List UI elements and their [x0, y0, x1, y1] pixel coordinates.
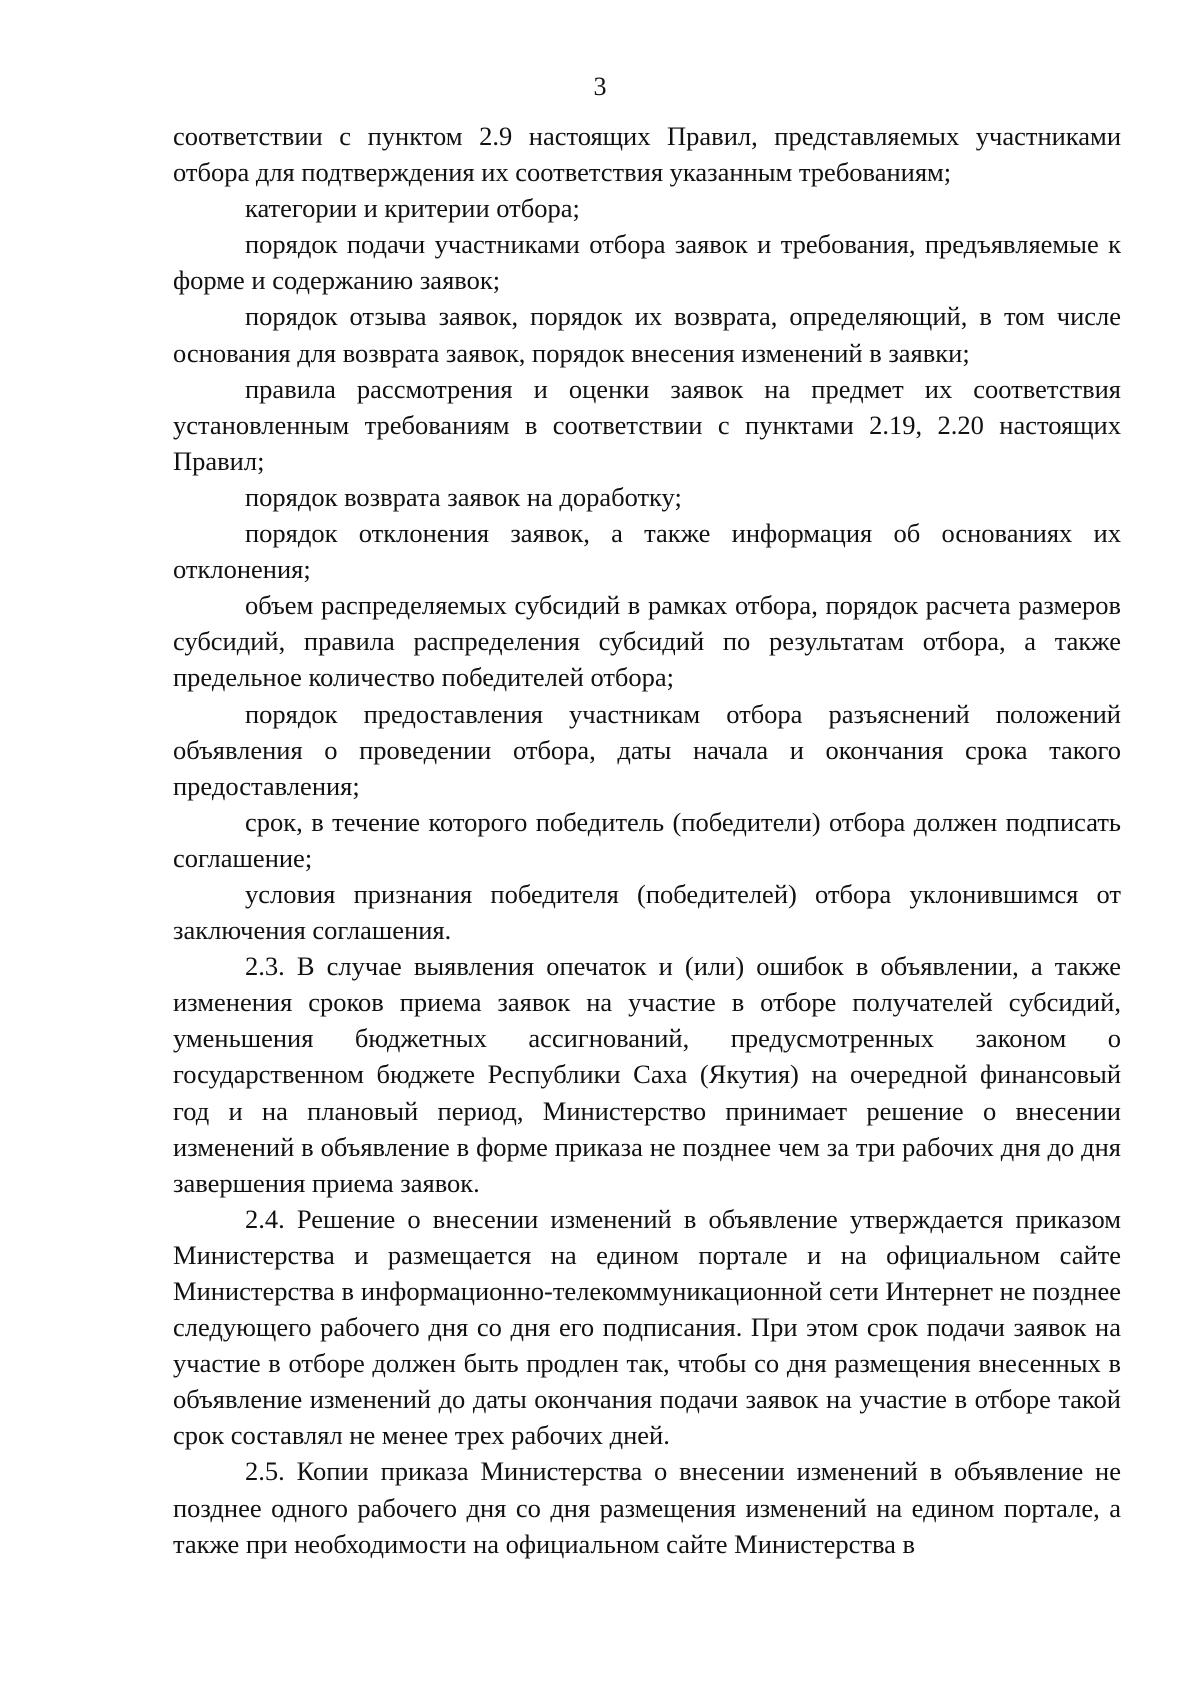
paragraph-subsidy-volume: объем распределяемых субсидий в рамках отбора, порядок расчета размеров субсидий, правила распределения субсидий по результатам отбора, а также предельное количество победителей отбора; — [173, 590, 1121, 693]
paragraph-review-rules: правила рассмотрения и оценки заявок на предмет их соответствия установленным требованиям в соответствии с пунктами 2.19, 2.20 настоящих Правил; — [173, 373, 1121, 476]
paragraph-continuation: соответствии с пунктом 2.9 настоящих Правил, представляемых участниками отбора для подтверждения их соответствия указанным требованиям; — [173, 121, 1121, 188]
paragraph-2-5: 2.5. Копии приказа Министерства о внесении изменений в объявление не позднее одного рабочего дня со дня размещения изменений на едином портале, а также при необходимости на официальном сайте Министерства в — [173, 1456, 1121, 1559]
paragraph-rejection-order: порядок отклонения заявок, а также информация об основаниях их отклонения; — [173, 518, 1121, 585]
page-number: 3 — [593, 72, 607, 101]
paragraph-agreement-deadline: срок, в течение которого победитель (победители) отбора должен подписать соглашение; — [173, 806, 1121, 873]
paragraph-submission-order: порядок подачи участниками отбора заявок и требования, предъявляемые к форме и содержанию заявок; — [173, 229, 1121, 296]
paragraph-withdrawal-order: порядок отзыва заявок, порядок их возврата, определяющий, в том числе основания для возврата заявок, порядок внесения изменений в заявки; — [173, 301, 1121, 368]
paragraph-categories: категории и критерии отбора; — [245, 193, 580, 224]
paragraph-return-for-revision: порядок возврата заявок на доработку; — [245, 481, 682, 512]
document-body — [173, 118, 1121, 1562]
paragraph-2-3: 2.3. В случае выявления опечаток и (или) ошибок в объявлении, а также изменения сроков приема заявок на участие в отборе получателей субсидий, уменьшения бюджетных ассигнований, предусмотренных законом о государственном бюджете Республики Саха (Якутия) на очередной финансовый год и на плановый период, Министерство принимает решение о внесении изменений в объявление в форме приказа не позднее чем за три рабочих дня до дня завершения приема заявок. — [173, 951, 1121, 1198]
paragraph-2-4: 2.4. Решение о внесении изменений в объявление утверждается приказом Министерства и размещается на едином портале и на официальном сайте Министерства в информационно-телекоммуникационной сети Интернет не позднее следующего рабочего дня со дня его подписания. При этом срок подачи заявок на участие в отборе должен быть продлен так, чтобы со дня размещения внесенных в объявление изменений до даты окончания подачи заявок на участие в отборе такой срок составлял не менее трех рабочих дней. — [173, 1203, 1121, 1451]
paragraph-evasion-conditions: условия признания победителя (победителей) отбора уклонившимся от заключения соглашения. — [173, 878, 1121, 946]
paragraph-clarifications: порядок предоставления участникам отбора разъяснений положений объявления о проведении отбора, даты начала и окончания срока такого предоставления; — [173, 698, 1121, 801]
